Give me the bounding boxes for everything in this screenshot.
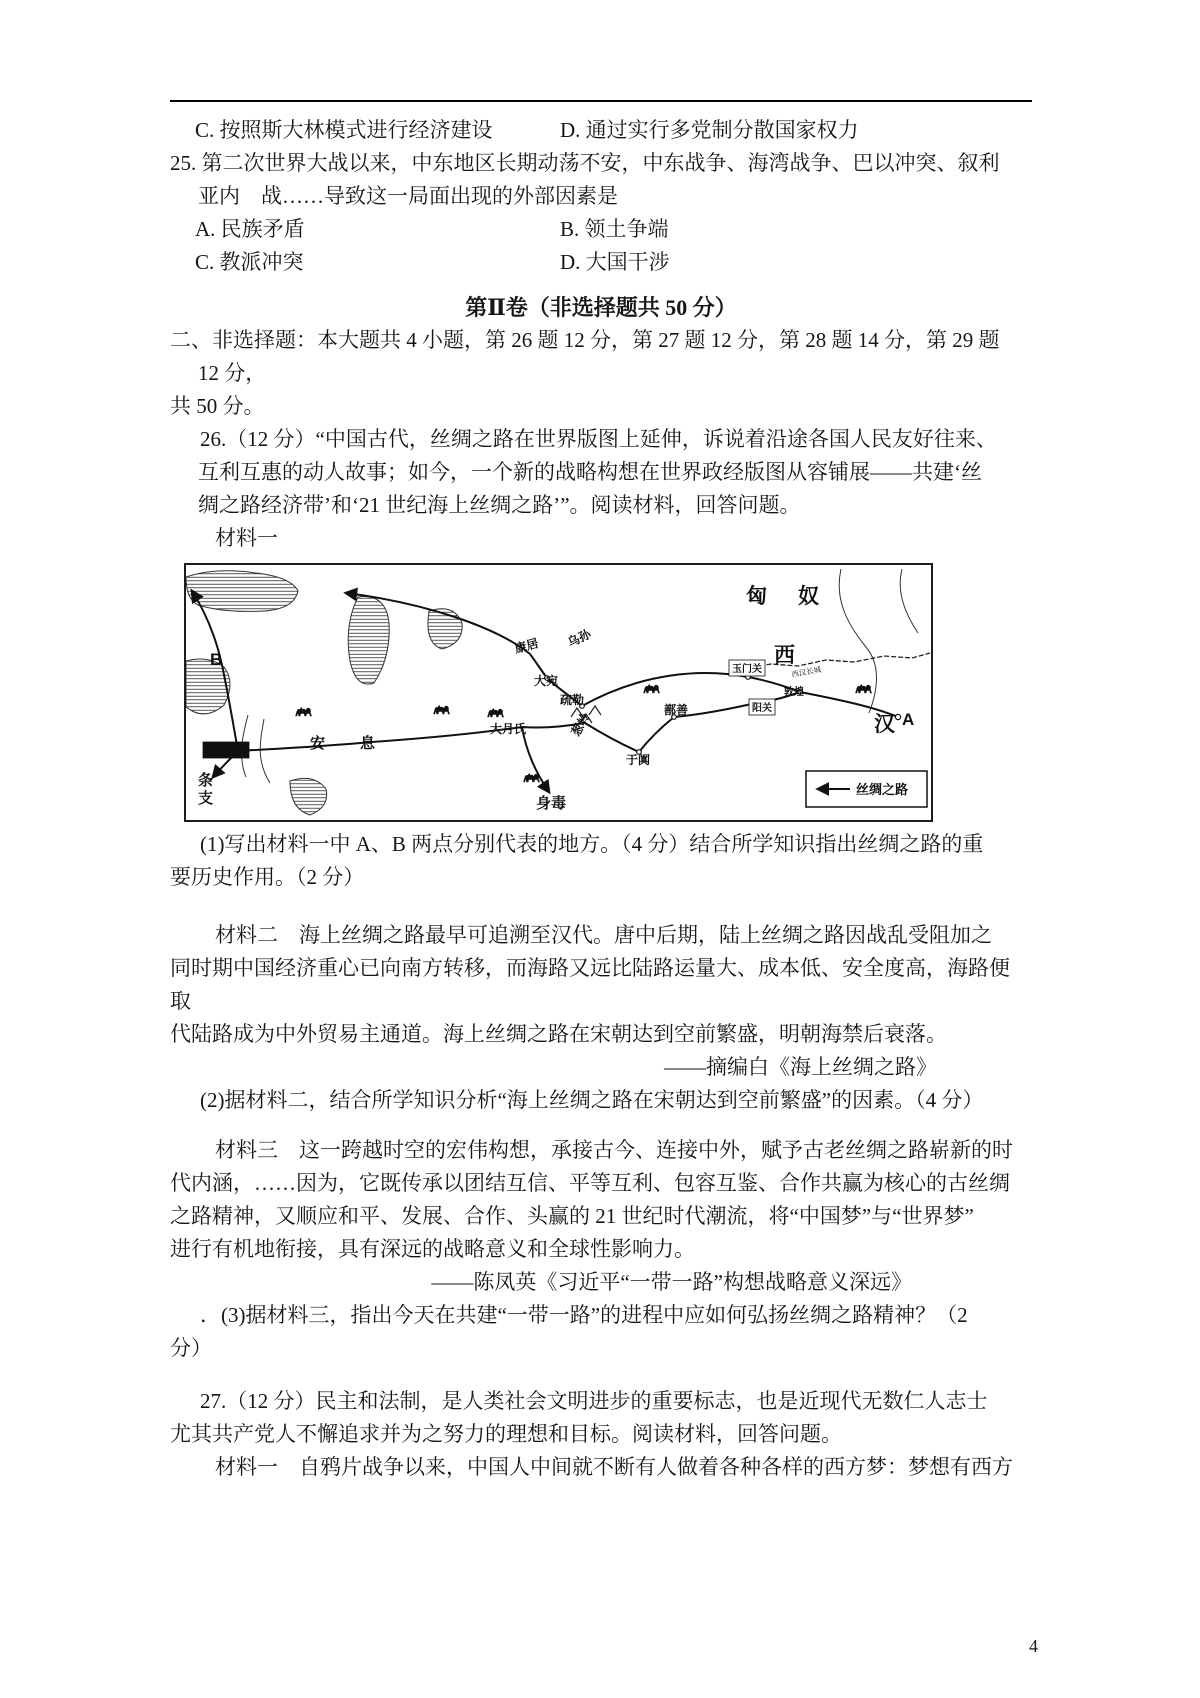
question-27-line1: 27.（12 分）民主和法制，是人类社会文明进步的重要标志，也是近现代无数仁人志士 — [200, 1389, 988, 1413]
map-label: 康居 — [513, 636, 540, 656]
map-label: 葱岭 — [568, 710, 593, 739]
map-label: 玉门关 — [732, 664, 762, 675]
header-rule — [170, 100, 1032, 102]
map-label: 鄯善 — [664, 703, 689, 717]
q26-sub1-line2: 要历史作用。（2 分） — [170, 865, 365, 889]
material-1-heading: 材料一 — [215, 526, 278, 550]
option-row-24cd — [170, 114, 1032, 147]
question-27-line2: 尤其共产党人不懈追求并为之努力的理想和目标。阅读材料，回答问题。 — [170, 1422, 842, 1446]
material-2-line4: 代陆路成为中外贸易主通道。海上丝绸之路在宋朝达到空前繁盛，明朝海禁后衰落。 — [170, 1022, 947, 1046]
material-3-line3: 之路精神，又顺应和平、发展、合作、头赢的 21 世纪时代潮流，将“中国梦”与“世界梦” — [170, 1204, 974, 1228]
silk-road-map-svg — [186, 565, 931, 820]
material-2-line3: 取 — [170, 989, 191, 1013]
map-legend — [806, 771, 927, 807]
legend-label: 丝绸之路 — [856, 782, 909, 797]
text-block-top — [170, 114, 1032, 555]
option-row-25cd — [170, 246, 1032, 279]
map-label: A — [902, 710, 915, 729]
map-label: 息 — [360, 735, 376, 752]
map-label: 疏勒 — [560, 693, 585, 707]
q26-sub2: (2)据材料二，结合所学知识分析“海上丝绸之路在宋朝达到空前繁盛”的因素。（4 分） — [200, 1088, 984, 1112]
material-27-1: 材料一 自鸦片战争以来，中国人中间就不断有人做着各种各样的西方梦：梦想有西方 — [215, 1455, 1013, 1479]
silk-road-map — [184, 563, 933, 822]
question-25-line1: 25. 第二次世界大战以来，中东地区长期动荡不安，中东战争、海湾战争、巴以冲突、叙利 — [170, 151, 1000, 175]
section-ii-intro-line2: 12 分， — [198, 361, 267, 385]
option-row-25ab — [170, 213, 1032, 246]
map-label: 乌孙 — [565, 626, 594, 650]
map-label: 奴 — [798, 585, 819, 608]
page-number: 4 — [1029, 1636, 1038, 1656]
map-label: 西 — [774, 644, 795, 667]
map-label: 西汉长城 — [790, 664, 822, 679]
question-26-line3: 绸之路经济带’和‘21 世纪海上丝绸之路’”。阅读材料，回答问题。 — [198, 493, 801, 517]
option-left: C. 按照斯大林模式进行经济建设 — [195, 118, 493, 142]
map-label: 安 — [310, 735, 326, 752]
material-3-source: ——陈凤英《习近平“一带一路”构想战略意义深远》 — [431, 1270, 912, 1294]
map-label: B — [210, 650, 223, 669]
q26-sub3-line2: 分） — [170, 1336, 212, 1360]
q26-sub1-line1: (1)写出材料一中 A、B 两点分别代表的地方。（4 分）结合所学知识指出丝绸之路的重 — [200, 832, 984, 856]
option-right: D. 大国干涉 — [560, 250, 670, 274]
map-label: 阳关 — [752, 703, 772, 714]
section-ii-heading: 第Ⅱ卷（非选择题共 50 分） — [465, 295, 737, 320]
map-label: 敦煌 — [784, 687, 804, 698]
option-right: D. 通过实行多党制分散国家权力 — [560, 118, 859, 142]
question-26-line1: 26.（12 分）“中国古代，丝绸之路在世界版图上延伸，诉说着沿途各国人民友好往来、 — [200, 427, 997, 451]
section-ii-intro-line1: 二、非选择题：本大题共 4 小题，第 26 题 12 分，第 27 题 12 分，第 28 题 14 分，第 29 题 — [170, 328, 1000, 352]
question-25-line2: 亚内 战……导致这一局面出现的外部因素是 — [198, 184, 618, 208]
section-ii-intro-line3: 共 50 分。 — [170, 394, 265, 418]
map-label: 塞琉西亚 — [206, 746, 246, 757]
map-label: 大宛 — [534, 674, 559, 688]
q26-sub3-line1: ．(3)据材料三，指出今天在共建“一带一路”的进程中应如何弘扬丝绸之路精神？（2 — [200, 1303, 968, 1327]
option-left: A. 民族矛盾 — [195, 217, 305, 241]
map-label: 汉 — [874, 713, 895, 736]
map-label: 大月氏 — [490, 722, 527, 736]
map-label: 条 — [198, 772, 214, 789]
question-26-line2: 互利互惠的动人故事；如今，一个新的战略构想在世界政经版图从容铺展——共建‘丝 — [198, 460, 982, 484]
city-dots — [545, 675, 901, 755]
option-right: B. 领土争端 — [560, 217, 669, 241]
material-3-line4: 进行有机地衔接，具有深远的战略意义和全球性影响力。 — [170, 1237, 695, 1261]
material-3-line2: 代内涵，……因为，它既传承以团结互信、平等互利、包容互鉴、合作共赢为核心的古丝绸 — [170, 1171, 1010, 1195]
option-left: C. 教派冲突 — [195, 250, 304, 274]
map-label: 支 — [198, 790, 214, 807]
material-3-line1: 材料三 这一跨越时空的宏伟构想，承接古今、连接中外，赋予古老丝绸之路崭新的时 — [215, 1138, 1013, 1162]
map-label: 匈 — [746, 585, 767, 608]
material-2-source: ——摘编白《海上丝绸之路》 — [664, 1055, 937, 1079]
map-label: 身毒 — [536, 795, 567, 812]
material-2-line2: 同时期中国经济重心已向南方转移，而海路又远比陆路运量大、成本低、安全度高，海路便 — [170, 956, 1010, 980]
document-body — [170, 114, 1032, 1484]
map-label: 于阗 — [626, 753, 651, 767]
material-2-line1: 材料二 海上丝绸之路最早可追溯至汉代。唐中后期，陆上丝绸之路因战乱受阻加之 — [215, 923, 992, 947]
text-block-bottom — [170, 828, 1032, 1484]
